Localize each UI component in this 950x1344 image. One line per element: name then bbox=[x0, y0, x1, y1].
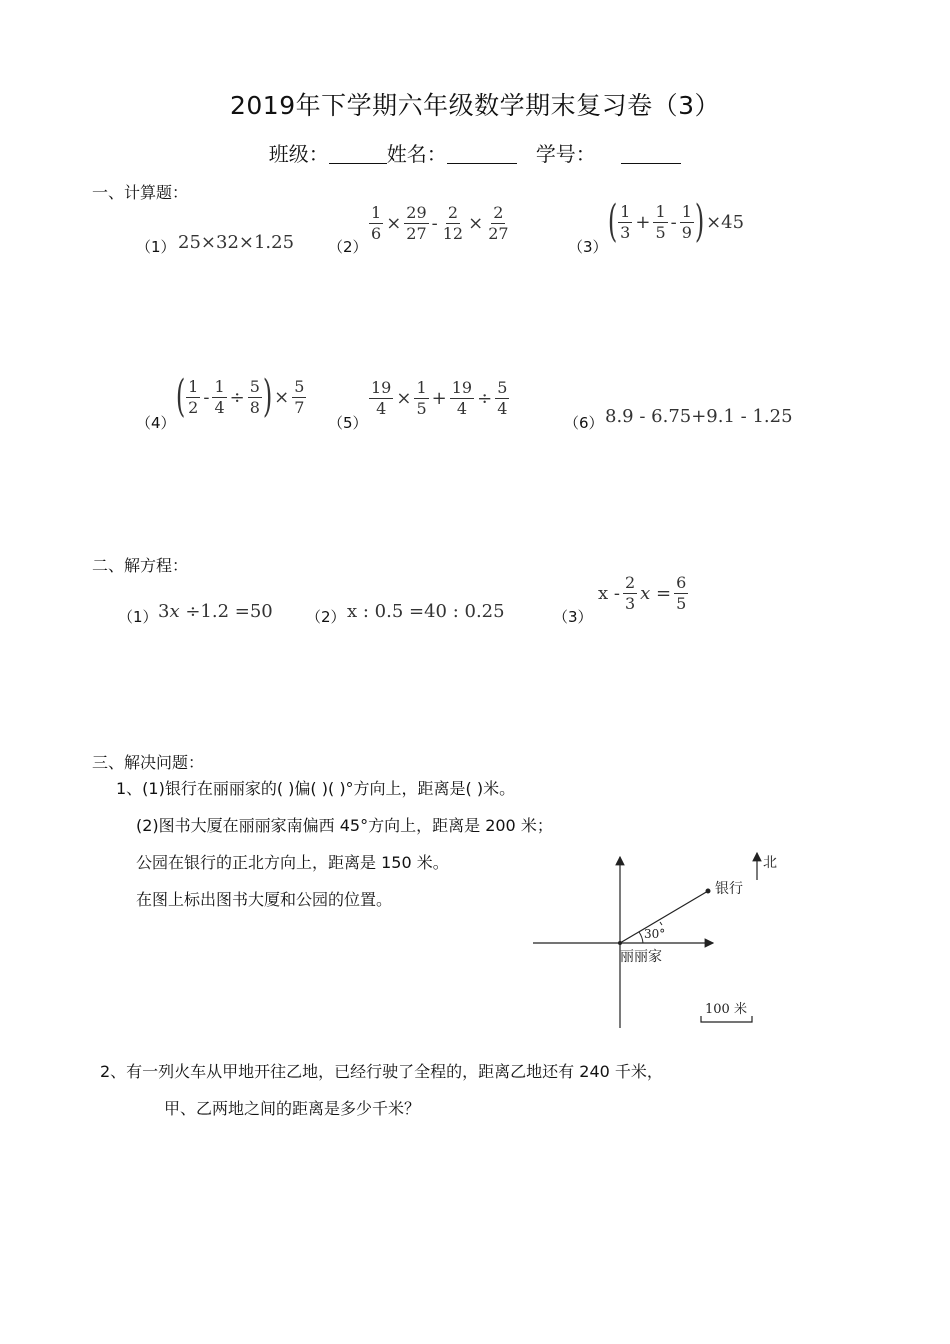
calc-1-number: （1） bbox=[136, 238, 176, 256]
calc-4-expression: ( $\frac{1}{2}$ - $\frac{1}{4}$ ÷ $\frac{5}{8}$ ) × $\frac{5}{7}$ bbox=[175, 371, 305, 422]
home-point bbox=[618, 941, 622, 945]
bank-point bbox=[706, 889, 711, 894]
class-blank[interactable] bbox=[329, 143, 387, 164]
name-label: 姓名： bbox=[386, 142, 447, 166]
problem-1-part-1: 1、(1)银行在丽丽家的( )偏( )( )°方向上，距离是( )米。 bbox=[116, 779, 516, 798]
angle-arc bbox=[639, 932, 643, 943]
calc-4-number: （4） bbox=[136, 414, 176, 432]
bank-label: 银行 bbox=[715, 881, 743, 897]
home-label: 丽丽家 bbox=[620, 949, 662, 965]
id-label: 学号： bbox=[535, 142, 596, 166]
angle-label: 30° bbox=[644, 927, 666, 941]
page-title: 2019年下学期六年级数学期末复习卷（3） bbox=[229, 91, 721, 120]
eq-2-expression: x : 0.5 =40 : 0.25 bbox=[347, 601, 505, 622]
class-label: 班级： bbox=[268, 142, 329, 166]
calc-3-number: （3） bbox=[568, 238, 608, 256]
section2-heading: 二、解方程： bbox=[92, 556, 189, 575]
section1-heading: 一、计算题： bbox=[92, 183, 189, 202]
section3-heading: 三、解决问题： bbox=[92, 753, 205, 772]
tick-mark bbox=[660, 922, 662, 925]
name-blank[interactable] bbox=[447, 143, 517, 164]
calc-6-expression: 8.9 - 6.75+9.1 - 1.25 bbox=[605, 406, 793, 427]
north-label: 北 bbox=[763, 855, 777, 871]
problem-2-line-1: 2、有一列火车从甲地开往乙地，已经行驶了全程的，距离乙地还有 240 千米， bbox=[100, 1062, 663, 1081]
problem-1-instruction: 在图上标出图书大厦和公园的位置。 bbox=[136, 890, 393, 909]
calc-3-expression: ( $\frac{1}{3}$ + $\frac{1}{5}$ - $\frac{1}{9}$ ) ×45 bbox=[607, 196, 745, 247]
calc-2-number: （2） bbox=[328, 238, 368, 256]
calc-1-expression: 25×32×1.25 bbox=[178, 232, 295, 253]
student-info-line bbox=[0, 138, 950, 167]
calc-5-expression: $\frac{19}{4}$ × $\frac{1}{5}$ + $\frac{19}{4}$ ÷ $\frac{5}{4}$ bbox=[371, 378, 508, 418]
scale-label: 100 米 bbox=[705, 1002, 747, 1017]
eq-3-expression: x - $\frac{2}{3}$ x = $\frac{6}{5}$ bbox=[598, 573, 687, 613]
calc-5-number: （5） bbox=[328, 414, 368, 432]
eq-3-number: （3） bbox=[553, 608, 593, 626]
calc-6-number: （6） bbox=[564, 414, 604, 432]
direction-diagram[interactable] bbox=[525, 845, 790, 1035]
id-blank[interactable] bbox=[621, 143, 681, 164]
eq-2-number: （2） bbox=[306, 608, 346, 626]
eq-1-expression: 3x ÷1.2 =50 bbox=[158, 601, 273, 622]
problem-1-park-text: 公园在银行的正北方向上，距离是 150 米。 bbox=[136, 853, 449, 872]
eq-1-number: （1） bbox=[118, 608, 158, 626]
problem-1-part-2: (2)图书大厦在丽丽家南偏西 45°方向上，距离是 200 米； bbox=[136, 816, 553, 835]
calc-2-expression: $\frac{1}{6}$ × $\frac{29}{27}$ - $\frac{2}{12}$ × $\frac{2}{27}$ bbox=[371, 203, 509, 243]
problem-2-line-2: 甲、乙两地之间的距离是多少千米？ bbox=[164, 1099, 421, 1118]
